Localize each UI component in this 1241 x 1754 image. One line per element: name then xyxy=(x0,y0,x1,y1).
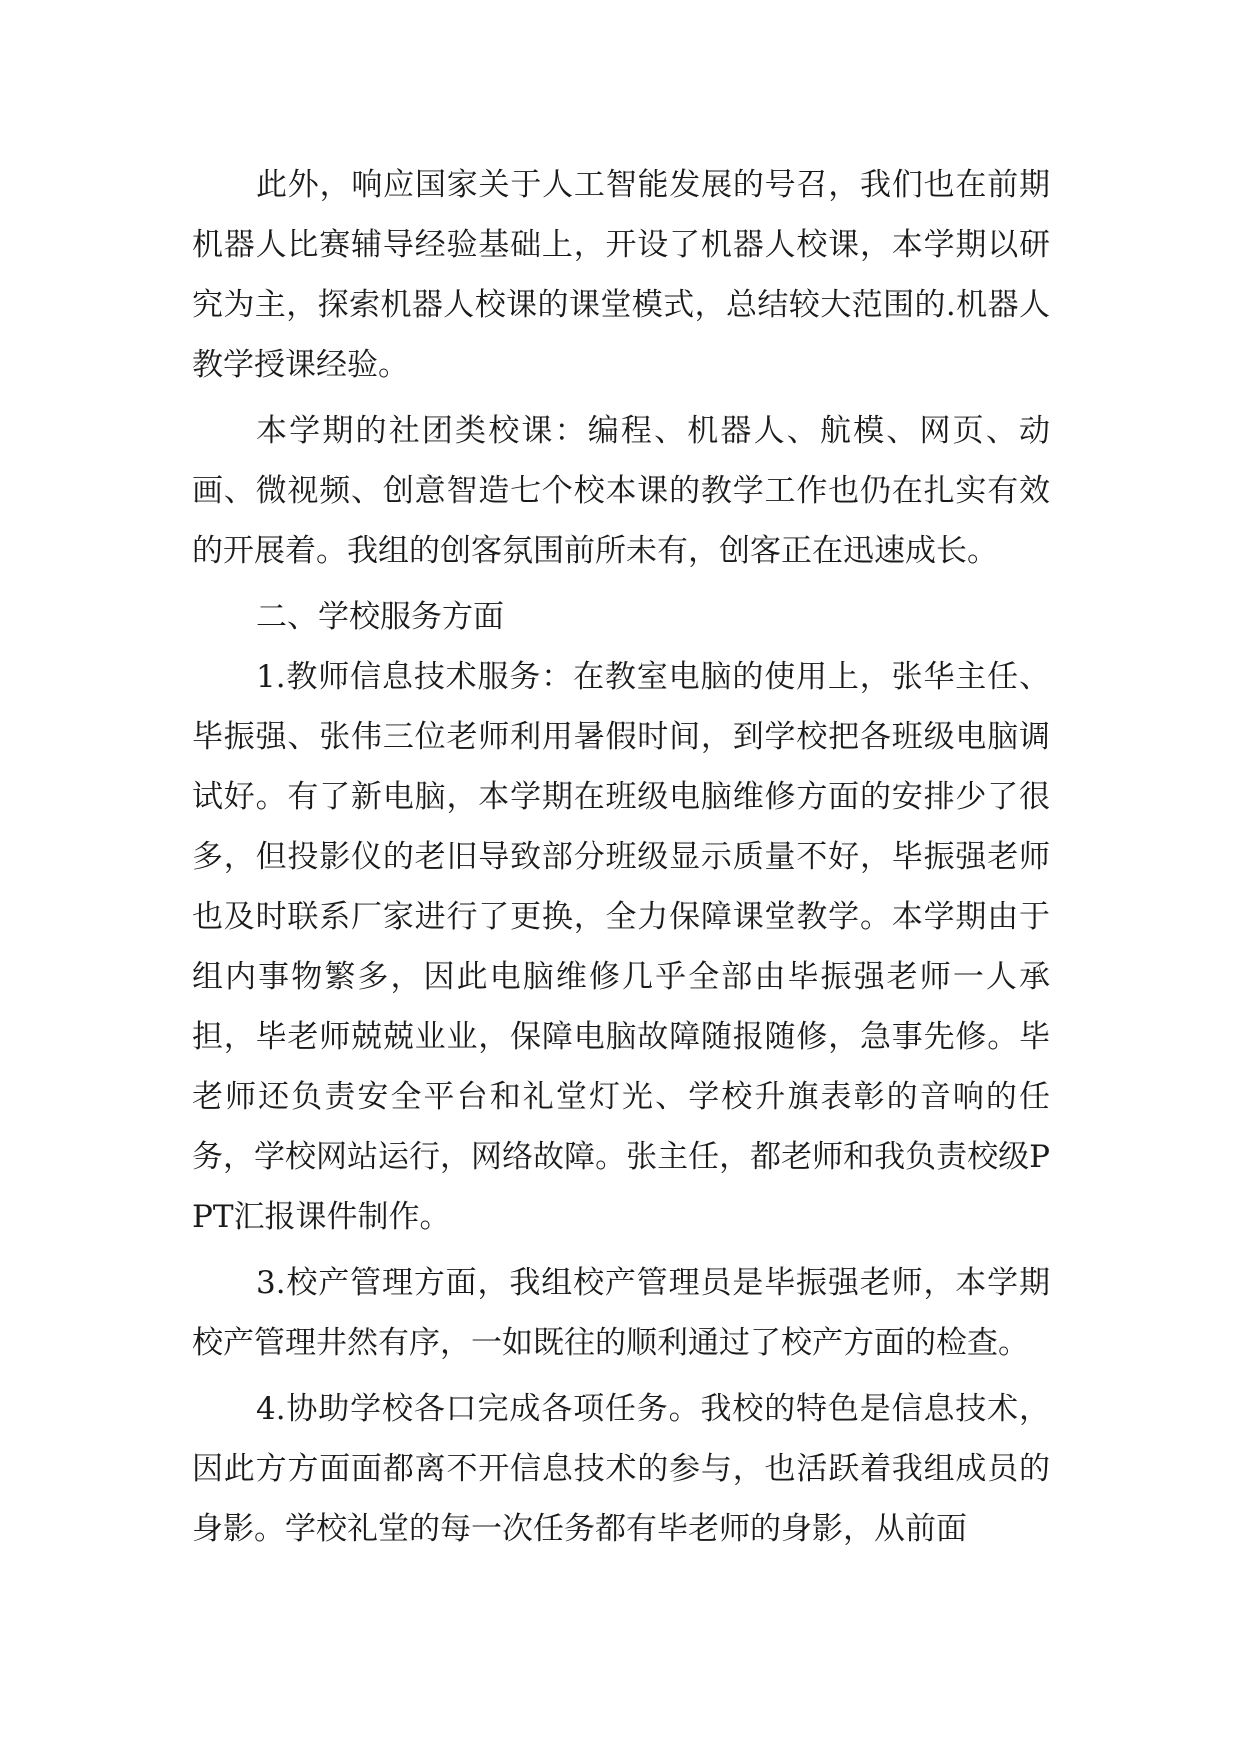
section-heading-school-service: 二、学校服务方面 xyxy=(256,599,504,635)
paragraph-teacher-it-service: 1.教师信息技术服务：在教室电脑的使用上，张华主任、毕振强、张伟三位老师利用暑假时间，到学校把各班级电脑调试好。有了新电脑，本学期在班级电脑维修方面的安排少了很多，但投影仪的老旧导致部分班级显示质量不好，毕振强老师也及时联系厂家进行了更换，全力保障课堂教学。本学期由于组内事物繁多，因此电脑维修几乎全部由毕振强老师一人承担，毕老师兢兢业业，保障电脑故障随报随修，急事先修。毕老师还负责安全平台和礼堂灯光、学校升旗表彰的音响的任务，学校网站运行，网络故障。张主任，都老师和我负责校级PPT汇报课件制作。 xyxy=(192,659,1050,1235)
paragraph-assist-school-tasks: 4.协助学校各口完成各项任务。我校的特色是信息技术，因此方方面面都离不开信息技术的参与，也活跃着我组成员的身影。学校礼堂的每一次任务都有毕老师的身影，从前面 xyxy=(192,1391,1050,1547)
document-body xyxy=(192,155,1050,1559)
paragraph-ai-robot-course: 此外，响应国家关于人工智能发展的号召，我们也在前期机器人比赛辅导经验基础上，开设了机器人校课，本学期以研究为主，探索机器人校课的课堂模式，总结较大范围的.机器人教学授课经验。 xyxy=(192,167,1050,383)
paragraph-asset-management: 3.校产管理方面，我组校产管理员是毕振强老师，本学期校产管理井然有序，一如既往的顺利通过了校产方面的检查。 xyxy=(192,1265,1050,1361)
paragraph-club-courses: 本学期的社团类校课：编程、机器人、航模、网页、动画、微视频、创意智造七个校本课的教学工作也仍在扎实有效的开展着。我组的创客氛围前所未有，创客正在迅速成长。 xyxy=(192,413,1050,569)
